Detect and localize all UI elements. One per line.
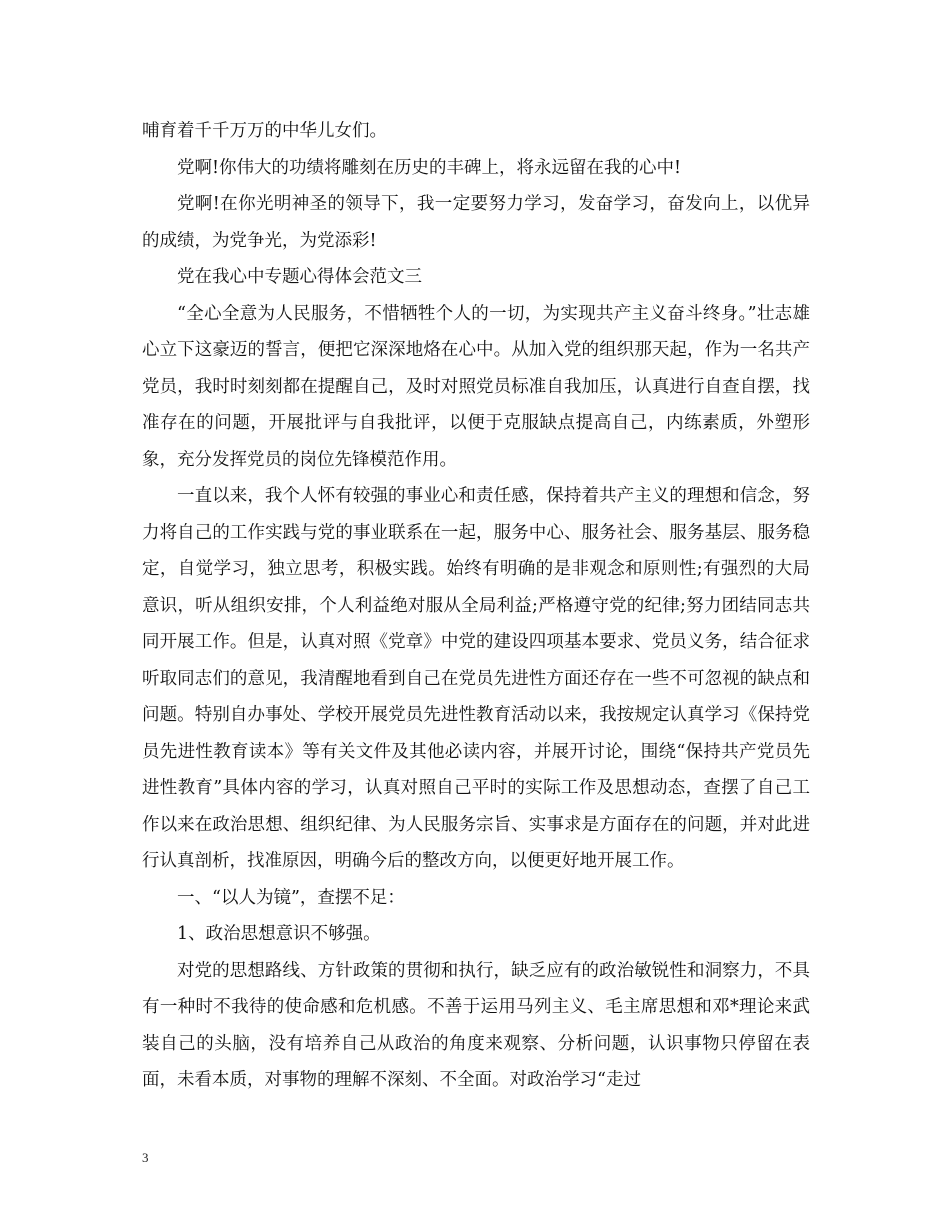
paragraph: 对党的思想路线、方针政策的贯彻和执行，缺乏应有的政治敏锐性和洞察力，不具有一种时不我待的使命感和危机感。不善于运用马列主义、毛主席思想和邓*理论来武装自己的头脑，没有培养自己从政治的角度来观察、分析问题，认识事物只停留在表面，未看本质，对事物的理解不深刻、不全面。对政治学习“走过 <box>142 960 810 1090</box>
paragraph: “全心全意为人民服务，不惜牺牲个人的一切，为实现共产主义奋斗终身。”壮志雄心立下这豪迈的誓言，便把它深深地烙在心中。从加入党的组织那天起，作为一名共产党员，我时时刻刻都在提醒自己，及时对照党员标准自我加压，认真进行自查自摆，找准存在的问题，开展批评与自我批评，以便于克服缺点提高自己，内练素质，外塑形象，充分发挥党员的岗位先锋模范作用。 <box>142 303 810 470</box>
paragraph: 哺育着千千万万的中华儿女们。 <box>142 121 387 141</box>
page-number: 3 <box>142 1150 149 1165</box>
section-heading: 党在我心中专题心得体会范文三 <box>177 267 422 287</box>
paragraph: 党啊!在你光明神圣的领导下，我一定要努力学习，发奋学习，奋发向上，以优异的成绩，为党争光，为党添彩! <box>142 194 810 251</box>
document-body <box>142 113 810 1099</box>
list-item-heading: 1、政治思想意识不够强。 <box>177 924 381 944</box>
subsection-heading: 一、“以人为镜”，查摆不足： <box>177 887 405 908</box>
paragraph: 党啊!你伟大的功绩将雕刻在历史的丰碑上，将永远留在我的心中! <box>177 157 682 178</box>
paragraph: 一直以来，我个人怀有较强的事业心和责任感，保持着共产主义的理想和信念，努力将自己的工作实践与党的事业联系在一起，服务中心、服务社会、服务基层、服务稳定，自觉学习，独立思考，积极实践。始终有明确的是非观念和原则性;有强烈的大局意识，听从组织安排，个人利益绝对服从全局利益;严格遵守党的纪律;努力团结同志共同开展工作。但是，认真对照《党章》中党的建设四项基本要求、党员义务，结合征求听取同志们的意见，我清醒地看到自己在党员先进性方面还存在一些不可忽视的缺点和问题。特别自办事处、学校开展党员先进性教育活动以来，我按规定认真学习《保持党员先进性教育读本》等有关文件及其他必读内容，并展开讨论，围绕“保持共产党员先进性教育”具体内容的学习，认真对照自己平时的实际工作及思想动态，查摆了自己工作以来在政治思想、组织纪律、为人民服务宗旨、实事求是方面存在的问题，并对此进行认真剖析，找准原因，明确今后的整改方向，以便更好地开展工作。 <box>142 486 810 871</box>
